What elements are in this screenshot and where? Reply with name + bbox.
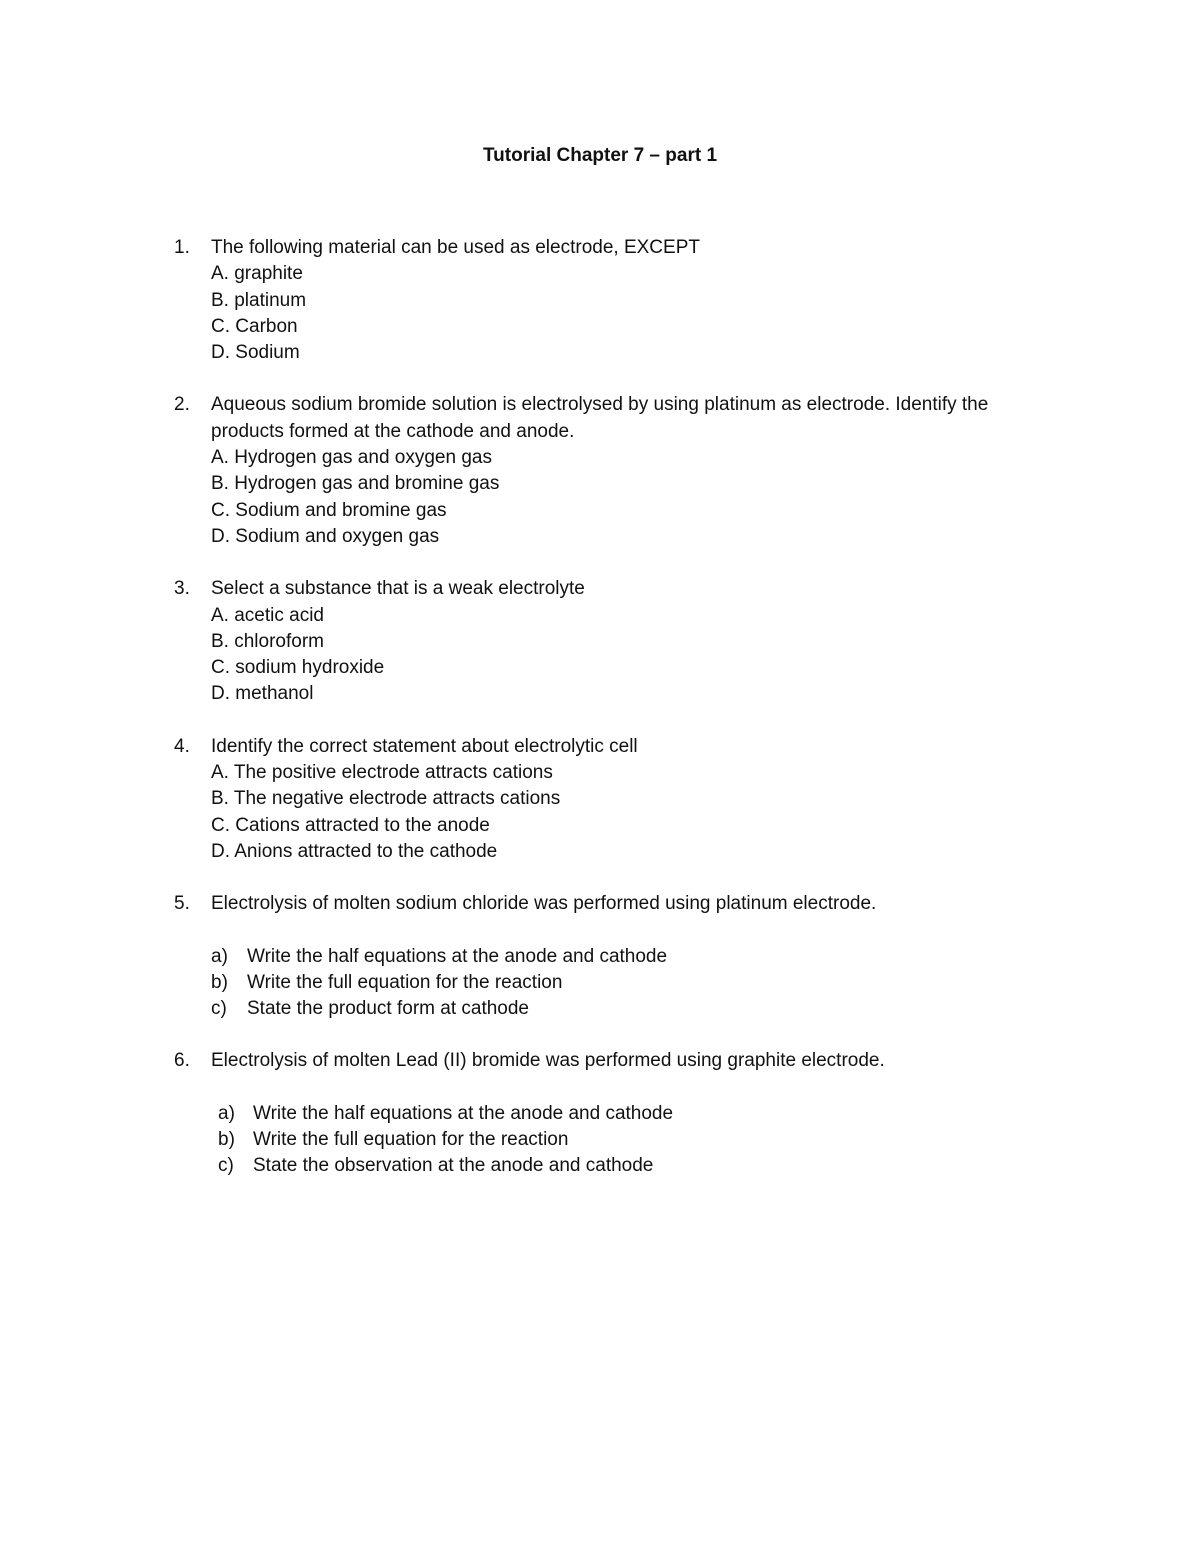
- subpart-label: a): [211, 945, 228, 967]
- option-b: B. The negative electrode attracts cations: [211, 788, 561, 810]
- subpart-text: State the observation at the anode and cathode: [253, 1155, 654, 1177]
- subpart-list: [211, 1101, 1034, 1180]
- subpart-label: b): [218, 1129, 235, 1151]
- option-b: B. chloroform: [211, 630, 324, 652]
- option-c: C. Carbon: [211, 315, 298, 337]
- subpart-label: a): [218, 1102, 235, 1124]
- question-number: 1.: [174, 237, 190, 258]
- subpart-text: Write the full equation for the reaction: [247, 971, 563, 993]
- question-text: Identify the correct statement about electrolytic cell: [211, 735, 638, 757]
- document-title: Tutorial Chapter 7 – part 1: [482, 145, 718, 166]
- option-d: D. Anions attracted to the cathode: [211, 840, 498, 862]
- subpart-text: Write the full equation for the reaction: [253, 1129, 569, 1151]
- option-d: D. Sodium: [211, 342, 300, 364]
- question-number: 2.: [174, 394, 190, 416]
- question-3: [174, 576, 1034, 707]
- option-a: A. Hydrogen gas and oxygen gas: [211, 447, 492, 469]
- question-list: [174, 235, 1034, 1206]
- subpart-label: b): [211, 971, 228, 993]
- question-text: Electrolysis of molten Lead (II) bromide was performed using graphite electrode.: [211, 1050, 885, 1072]
- subpart-text: Write the half equations at the anode and cathode: [247, 945, 668, 967]
- subpart-a: [211, 1101, 1034, 1127]
- subpart-c: [211, 1153, 1034, 1179]
- option-a: A. acetic acid: [211, 604, 324, 626]
- question-6: [174, 1048, 1034, 1179]
- option-b: B. platinum: [211, 289, 307, 311]
- option-d: D. methanol: [211, 683, 314, 705]
- question-4: [174, 734, 1034, 865]
- subpart-c: [211, 996, 1034, 1022]
- subpart-a: [211, 944, 1034, 970]
- subpart-b: [211, 970, 1034, 996]
- option-b: B. Hydrogen gas and bromine gas: [211, 473, 500, 495]
- option-a: A. graphite: [211, 263, 303, 285]
- question-text: Aqueous sodium bromide solution is electrolysed by using platinum as electrode. Identify the products formed at the cathode and anode.: [211, 394, 989, 442]
- option-c: C. Sodium and bromine gas: [211, 499, 447, 521]
- subpart-b: [211, 1127, 1034, 1153]
- subpart-label: c): [218, 1155, 234, 1177]
- question-number: 3.: [174, 578, 190, 600]
- question-number: 6.: [174, 1050, 190, 1072]
- question-number: 5.: [174, 893, 190, 915]
- subpart-list: [211, 944, 1034, 1023]
- question-1: [174, 235, 1034, 366]
- question-text: Electrolysis of molten sodium chloride was performed using platinum electrode.: [211, 893, 877, 915]
- question-5: [174, 891, 1034, 1022]
- option-d: D. Sodium and oxygen gas: [211, 525, 440, 547]
- question-number: 4.: [174, 735, 190, 757]
- subpart-label: c): [211, 998, 227, 1020]
- subpart-text: Write the half equations at the anode and cathode: [253, 1102, 674, 1124]
- question-text: The following material can be used as electrode, EXCEPT: [211, 237, 700, 258]
- question-2: [174, 392, 1034, 550]
- question-text: Select a substance that is a weak electrolyte: [211, 578, 585, 600]
- subpart-text: State the product form at cathode: [247, 998, 530, 1020]
- option-c: C. Cations attracted to the anode: [211, 814, 490, 836]
- option-c: C. sodium hydroxide: [211, 657, 385, 679]
- option-a: A. The positive electrode attracts cations: [211, 762, 553, 784]
